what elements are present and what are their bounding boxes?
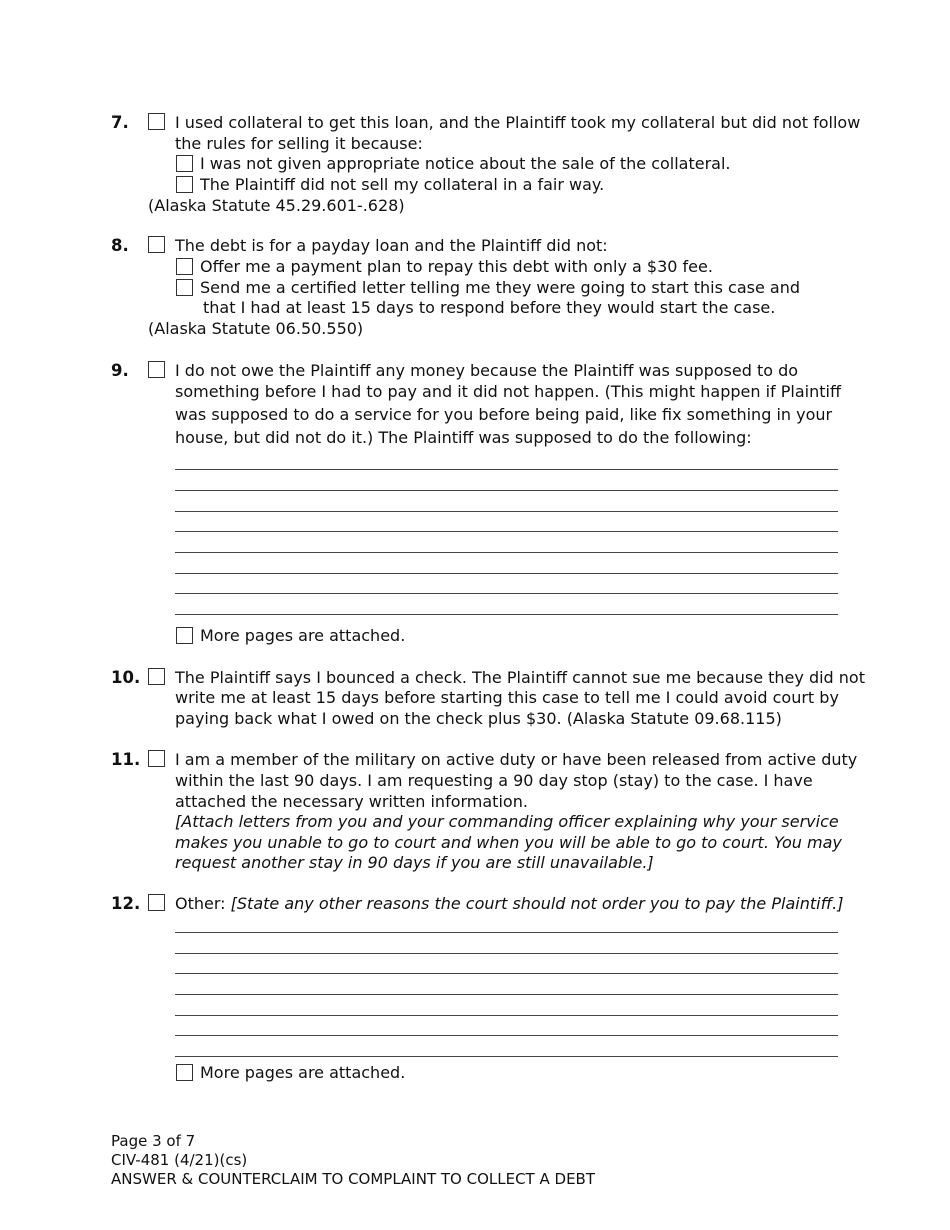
item-11-note-line1: [Attach letters from you and your commanding officer explaining why your service (175, 812, 839, 831)
item-7-option-2-checkbox[interactable] (176, 176, 193, 193)
item-8-option-2-checkbox[interactable] (176, 279, 193, 296)
item-10-text-line3: paying back what I owed on the check plus $30. (Alaska Statute 09.68.115) (175, 709, 782, 728)
item-11-number: 11. (111, 750, 141, 769)
item-7-text-line2: the rules for selling it because: (175, 134, 423, 153)
item-12-more-pages-text: More pages are attached. (200, 1063, 406, 1082)
item-12-write-line[interactable] (175, 1056, 838, 1057)
item-12-hint: [State any other reasons the court should not order you to pay the Plaintiff.] (230, 894, 844, 913)
item-7-text-line1: I used collateral to get this loan, and the Plaintiff took my collateral but did not follow (175, 113, 861, 132)
item-7-statute: (Alaska Statute 45.29.601-.628) (148, 196, 405, 215)
item-11-note-line3: request another stay in 90 days if you are still unavailable.] (175, 853, 654, 872)
item-12-write-line[interactable] (175, 994, 838, 995)
item-8-option-2-text-line1: Send me a certified letter telling me they were going to start this case and (200, 278, 801, 297)
item-11-text-line1: I am a member of the military on active duty or have been released from active duty (175, 750, 858, 769)
item-10-number: 10. (111, 668, 141, 687)
item-11-note-line2: makes you unable to go to court and when you will be able to go to court. You may (175, 833, 842, 852)
item-9-write-line[interactable] (175, 552, 838, 553)
item-9-more-pages-checkbox[interactable] (176, 627, 193, 644)
item-9-text-line3: was supposed to do a service for you before being paid, like fix something in your (175, 405, 833, 424)
item-9-write-line[interactable] (175, 593, 838, 594)
item-11-checkbox[interactable] (148, 750, 165, 767)
item-12-number: 12. (111, 894, 141, 913)
item-10-text-line1: The Plaintiff says I bounced a check. The Plaintiff cannot sue me because they did not (175, 668, 865, 687)
item-9-checkbox[interactable] (148, 361, 165, 378)
item-9-write-line[interactable] (175, 469, 838, 470)
item-12-write-line[interactable] (175, 1035, 838, 1036)
item-12-more-pages-checkbox[interactable] (176, 1064, 193, 1081)
footer-page-number: Page 3 of 7 (111, 1132, 196, 1150)
item-12-write-line[interactable] (175, 953, 838, 954)
item-7-number: 7. (111, 113, 129, 132)
item-12-other-label: Other: (175, 894, 226, 913)
item-8-number: 8. (111, 236, 129, 255)
item-8-checkbox[interactable] (148, 236, 165, 253)
item-7-checkbox[interactable] (148, 113, 165, 130)
item-12-write-line[interactable] (175, 932, 838, 933)
item-9-number: 9. (111, 361, 129, 380)
item-7-option-1-text: I was not given appropriate notice about the sale of the collateral. (200, 154, 731, 173)
footer-form-title: ANSWER & COUNTERCLAIM TO COMPLAINT TO COLLECT A DEBT (111, 1170, 595, 1188)
item-8-option-1-text: Offer me a payment plan to repay this debt with only a $30 fee. (200, 257, 713, 276)
item-12-label (175, 894, 843, 913)
item-9-write-line[interactable] (175, 614, 838, 615)
item-8-statute: (Alaska Statute 06.50.550) (148, 319, 364, 338)
item-11-text-line2: within the last 90 days. I am requesting a 90 day stop (stay) to the case. I have (175, 771, 813, 790)
item-9-text-line4: house, but did not do it.) The Plaintiff was supposed to do the following: (175, 428, 752, 447)
item-8-option-2-text-line2: that I had at least 15 days to respond before they would start the case. (203, 298, 776, 317)
item-9-write-line[interactable] (175, 531, 838, 532)
item-9-text-line1: I do not owe the Plaintiff any money because the Plaintiff was supposed to do (175, 361, 799, 380)
item-10-text-line2: write me at least 15 days before starting this case to tell me I could avoid court by (175, 688, 839, 707)
item-9-write-line[interactable] (175, 573, 838, 574)
item-9-text-line2: something before I had to pay and it did not happen. (This might happen if Plaintiff (175, 382, 841, 401)
item-8-option-1-checkbox[interactable] (176, 258, 193, 275)
item-7-option-2-text: The Plaintiff did not sell my collateral in a fair way. (200, 175, 605, 194)
item-7-option-1-checkbox[interactable] (176, 155, 193, 172)
item-12-write-line[interactable] (175, 973, 838, 974)
item-9-write-line[interactable] (175, 511, 838, 512)
item-11-text-line3: attached the necessary written information. (175, 792, 528, 811)
item-10-checkbox[interactable] (148, 668, 165, 685)
item-12-write-line[interactable] (175, 1015, 838, 1016)
item-12-checkbox[interactable] (148, 894, 165, 911)
item-8-text-line1: The debt is for a payday loan and the Plaintiff did not: (175, 236, 608, 255)
item-9-more-pages-text: More pages are attached. (200, 626, 406, 645)
item-9-write-line[interactable] (175, 490, 838, 491)
footer-form-id: CIV-481 (4/21)(cs) (111, 1151, 248, 1169)
